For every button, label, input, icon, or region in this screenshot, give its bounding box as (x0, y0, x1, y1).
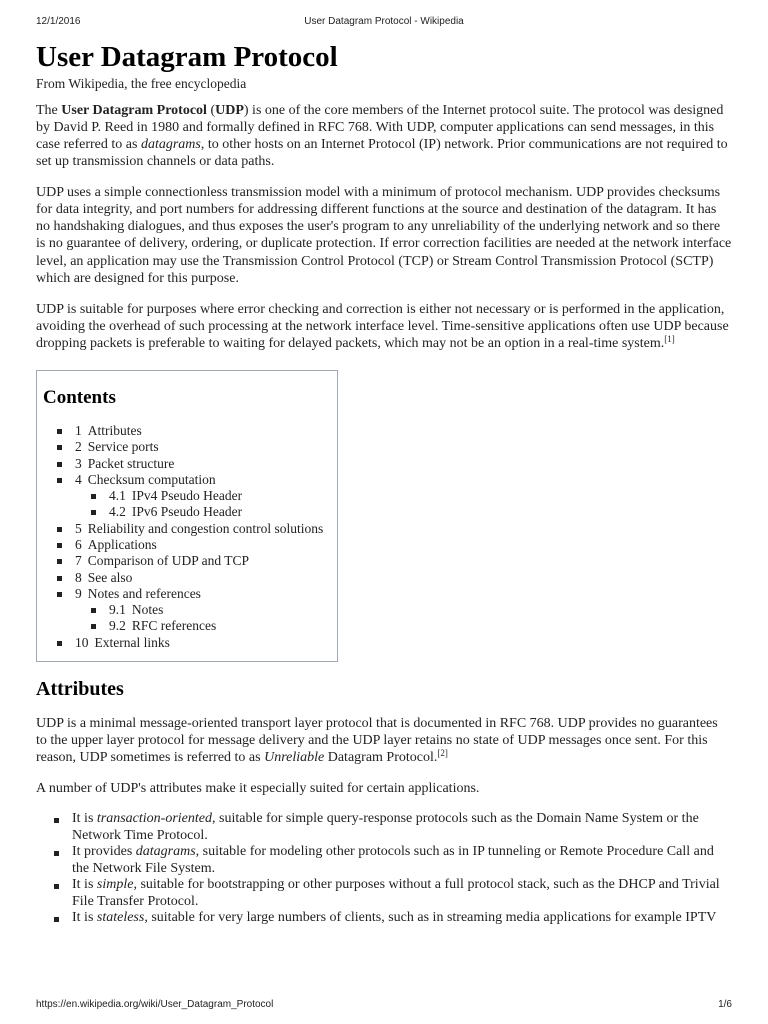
list-item-text: It is (72, 910, 97, 926)
toc-item-number: 1 (75, 422, 82, 438)
p1-italic: datagrams (140, 137, 201, 153)
toc-item-number: 2 (75, 439, 82, 455)
p1-bold-name: User Datagram Protocol (61, 102, 207, 118)
attributes-paragraph-2: A number of UDP's attributes make it especially suited for certain applications. (36, 781, 480, 797)
toc-item-label: Packet structure (87, 455, 175, 471)
p1-text-3: ) is one of the core members of the Internet protocol suite. The protocol was designed by David P. Reed in 1980 and formally defined in RFC 768. With UDP, computer applications can send messages, in this case referred to as (36, 102, 724, 153)
page-title: User Datagram Protocol (36, 41, 338, 73)
list-item (54, 844, 732, 877)
toc-item-label: IPv4 Pseudo Header (131, 488, 243, 504)
p3-text: UDP is suitable for purposes where error checking and correction is either not necessary or is performed in the application, avoiding the overhead of such processing at the network interface level. Time-sensitive applications often use UDP because dropping packets is preferable to waiting for delayed packets, which may not be an option in a real-time system. (36, 301, 729, 351)
attr-p1-text-2: Datagram Protocol. (324, 750, 438, 766)
toc-item-see-also[interactable] (57, 570, 331, 586)
list-item-text: , suitable for modeling other protocols such as in IP tunneling or Remote Procedure Call and the Network File System. (72, 844, 714, 876)
reference-link-1[interactable]: [1] (664, 333, 675, 344)
print-date: 12/1/2016 (36, 16, 81, 27)
toc-item-label: Reliability and congestion control solutions (87, 520, 324, 536)
list-item-emphasis: simple (96, 877, 134, 893)
toc-item-label: Notes and references (87, 585, 201, 601)
p1-text-2: ( (206, 102, 216, 118)
attributes-list (36, 811, 732, 927)
list-item-emphasis: transaction-oriented (96, 811, 212, 827)
toc-item-label: See also (87, 569, 133, 585)
toc-item-notes[interactable] (91, 602, 331, 618)
p1-bold-abbr: UDP (215, 102, 244, 118)
intro-paragraph-3 (36, 301, 732, 352)
list-item (54, 811, 732, 844)
toc-item-number: 9.2 (109, 618, 126, 634)
article-content (36, 42, 732, 927)
toc-item-applications[interactable] (57, 537, 331, 553)
toc-item-label: External links (94, 634, 170, 650)
toc-sublist (75, 602, 331, 635)
attr-p1-italic: Unreliable (264, 750, 325, 766)
toc-item-label: RFC references (131, 618, 217, 634)
toc-item-attributes[interactable] (57, 423, 331, 439)
toc-item-number: 9 (75, 585, 82, 601)
toc-item-reliability[interactable] (57, 521, 331, 537)
intro-paragraph-2: UDP uses a simple connectionless transmission model with a minimum of protocol mechanism. UDP provides checksums for data integrity, and port numbers for addressing different functions at the source and destination of the datagram. It has no handshaking dialogues, and thus exposes the user's program to any unreliability of the underlying network and so there is no guarantee of delivery, ordering, or duplicate protection. If error correction facilities are needed at the network interface level, an application may use the Transmission Control Protocol (TCP) or Stream Control Transmission Protocol (SCTP) which are designed for this purpose. (36, 185, 732, 286)
list-item-text: It provides (72, 844, 136, 860)
toc-sublist (75, 488, 331, 521)
toc-item-number: 3 (75, 455, 82, 471)
list-item-text: It is (72, 877, 97, 893)
reference-link-2[interactable]: [2] (437, 748, 448, 759)
toc-item-rfc-references[interactable] (91, 618, 331, 634)
list-item (54, 877, 732, 910)
toc-item-number: 6 (75, 536, 82, 552)
table-of-contents (36, 370, 338, 662)
print-doc-title: User Datagram Protocol - Wikipedia (304, 16, 464, 27)
print-url: https://en.wikipedia.org/wiki/User_Datagram_Protocol (36, 999, 274, 1010)
toc-item-number: 4.1 (109, 488, 126, 504)
toc-title: Contents (43, 386, 116, 408)
toc-item-service-ports[interactable] (57, 439, 331, 455)
list-item-text: , suitable for bootstrapping or other purposes without a full protocol stack, such as the DHCP and Trivial File Transfer Protocol. (72, 877, 720, 909)
toc-item-checksum-computation[interactable] (57, 472, 331, 521)
toc-item-packet-structure[interactable] (57, 456, 331, 472)
toc-item-label: Checksum computation (87, 471, 216, 487)
toc-item-comparison[interactable] (57, 553, 331, 569)
toc-item-number: 7 (75, 553, 82, 569)
toc-list (43, 423, 331, 651)
list-item-text: , suitable for very large numbers of clients, such as in streaming media applications for example IPTV (144, 910, 717, 926)
section-heading-attributes: Attributes (36, 678, 124, 701)
page-counter: 1/6 (718, 999, 732, 1010)
list-item-text: It is (72, 811, 97, 827)
toc-item-number: 4 (75, 471, 82, 487)
toc-item-notes-and-references[interactable] (57, 586, 331, 635)
toc-item-number: 9.1 (109, 602, 126, 618)
toc-item-label: Comparison of UDP and TCP (87, 553, 250, 569)
p1-text-4: , to other hosts on an Internet Protocol (IP) network. Prior communications are not required to set up transmission channels or data paths. (36, 137, 728, 170)
list-item (54, 910, 732, 927)
toc-item-ipv6-pseudo-header[interactable] (91, 504, 331, 520)
toc-item-number: 8 (75, 569, 82, 585)
attributes-paragraph-1 (36, 715, 732, 766)
toc-item-number: 10 (75, 634, 89, 650)
toc-item-label: Applications (87, 536, 157, 552)
toc-item-number: 5 (75, 520, 82, 536)
toc-item-number: 4.2 (109, 504, 126, 520)
toc-item-label: IPv6 Pseudo Header (131, 504, 243, 520)
toc-item-label: Attributes (87, 422, 142, 438)
p1-text-1: The (36, 102, 62, 118)
attr-p1-text-1: UDP is a minimal message-oriented transport layer protocol that is documented in RFC 768. UDP provides no guarantees to the upper layer protocol for message delivery and the UDP layer retains no state of UDP messages once sent. For this reason, UDP sometimes is referred to as (36, 716, 718, 766)
list-item-emphasis: datagrams (135, 844, 196, 860)
list-item-text: , suitable for simple query-response protocols such as the Domain Name System or the Network Time Protocol. (72, 811, 699, 843)
toc-item-label: Service ports (87, 439, 159, 455)
toc-item-ipv4-pseudo-header[interactable] (91, 488, 331, 504)
intro-paragraph-1 (36, 102, 732, 170)
article-tagline: From Wikipedia, the free encyclopedia (36, 75, 247, 91)
toc-item-label: Notes (131, 602, 164, 618)
list-item-emphasis: stateless (96, 910, 145, 926)
toc-item-external-links[interactable] (57, 635, 331, 651)
